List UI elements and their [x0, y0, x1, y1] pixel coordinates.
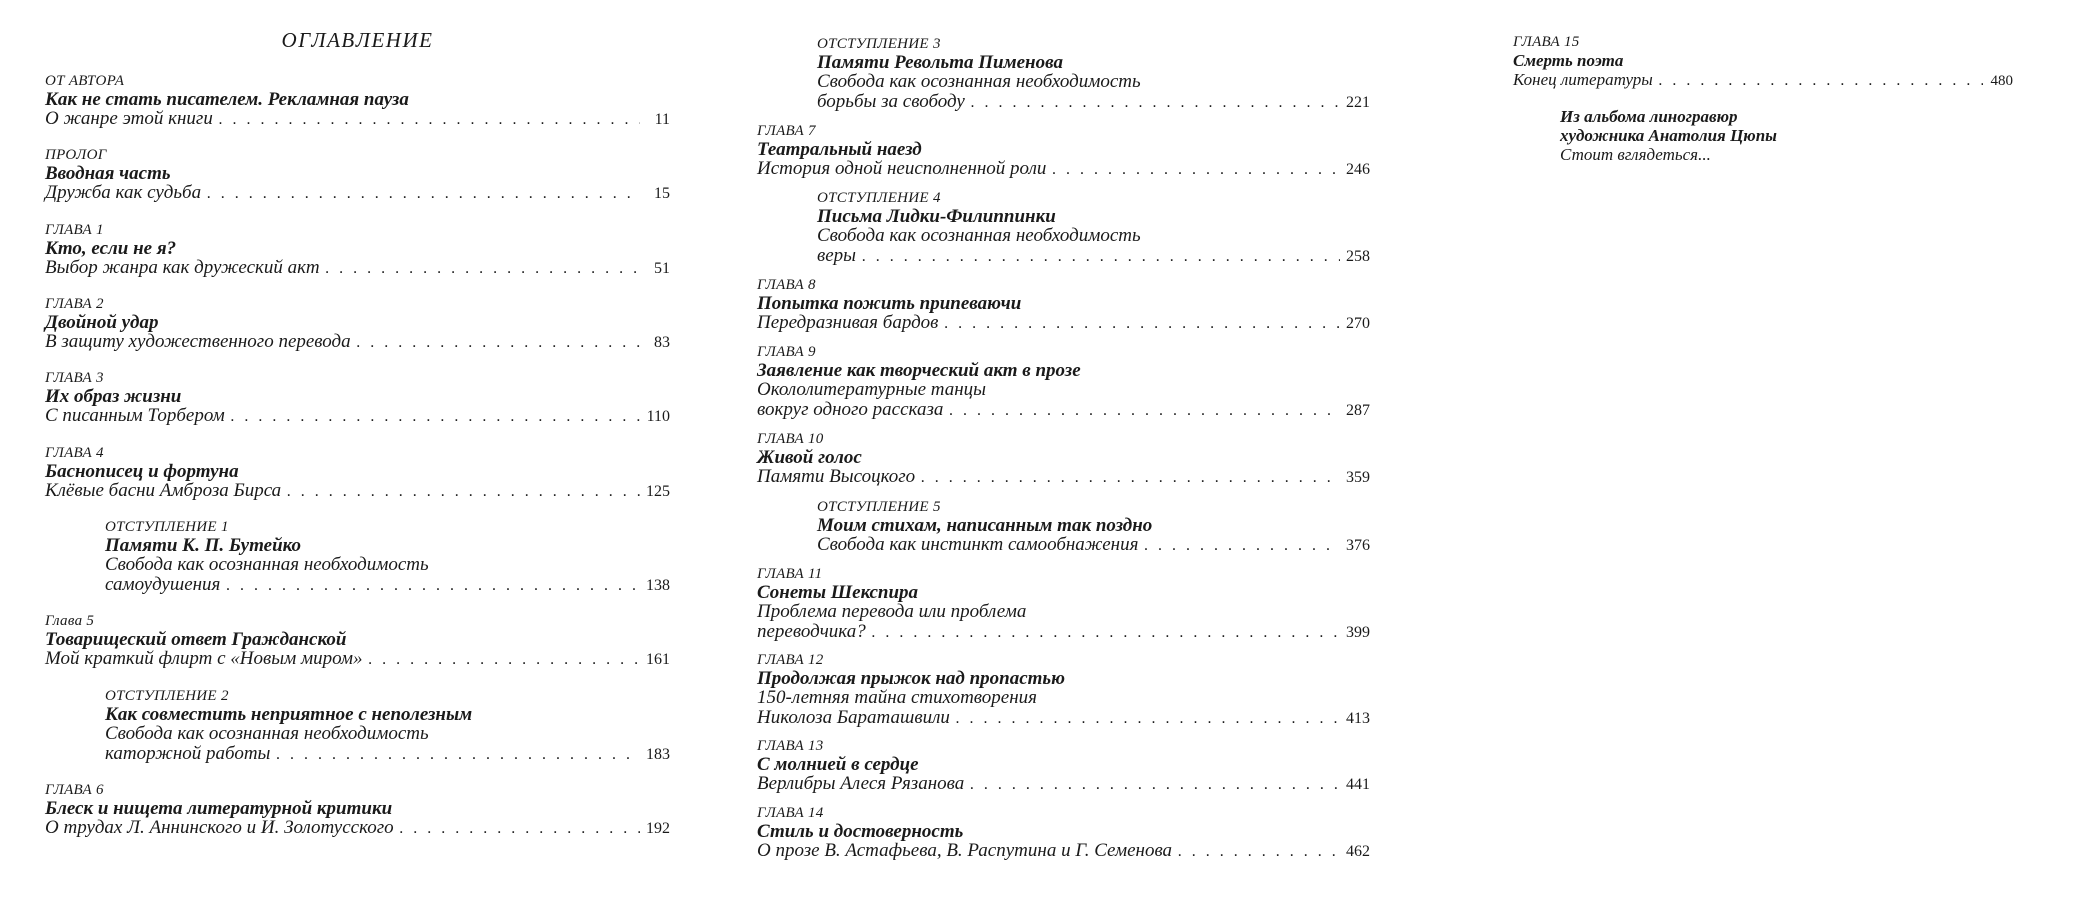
entry-label: ОТСТУПЛЕНИЕ 4	[817, 190, 941, 206]
album-title-line-1: Из альбома линогравюр	[1560, 107, 1738, 126]
entry-title: Письма Лидки-Филиппинки	[817, 206, 1056, 227]
toc-heading: ОГЛАВЛЕНИЕ	[281, 28, 434, 52]
dot-leader	[226, 576, 640, 596]
entry-label: ГЛАВА 3	[45, 370, 104, 386]
entry-subtitle: Свобода как осознанная необходимость	[105, 554, 429, 575]
entry-subtitle-cont: веры	[817, 245, 857, 266]
page-number: 125	[646, 483, 670, 500]
entry-line	[817, 535, 1370, 556]
entry-label: ГЛАВА 14	[757, 805, 824, 821]
entry-line	[757, 708, 1370, 729]
entry-line	[45, 109, 670, 130]
entry-label: ГЛАВА 8	[757, 277, 816, 293]
dot-leader	[949, 401, 1340, 421]
toc-entry-chapter-10[interactable]	[757, 430, 1370, 488]
dot-leader	[287, 482, 640, 502]
entry-line	[817, 246, 1370, 267]
entry-line	[757, 622, 1370, 643]
entry-line	[817, 92, 1370, 113]
entry-line	[757, 467, 1370, 488]
toc-entry-chapter-14[interactable]	[757, 804, 1370, 862]
entry-subtitle: Конец литературы	[1513, 70, 1653, 89]
entry-line	[45, 258, 670, 279]
entry-title: Кто, если не я?	[45, 238, 177, 259]
dot-leader	[326, 259, 640, 279]
entry-label: ГЛАВА 12	[757, 652, 824, 668]
entry-subtitle: Памяти Высоцкого	[757, 466, 916, 487]
toc-entry-chapter-12[interactable]	[757, 651, 1370, 729]
entry-subtitle: Мой краткий флирт с «Новым миром»	[45, 648, 363, 669]
entry-title: С молнией в сердце	[757, 754, 919, 775]
dot-leader	[971, 93, 1340, 113]
entry-subtitle: 150-летняя тайна стихотворения	[757, 687, 1037, 708]
dot-leader	[956, 709, 1340, 729]
dot-leader	[369, 650, 641, 670]
dot-leader	[862, 247, 1340, 267]
entry-title: Памяти К. П. Бутейко	[105, 535, 302, 556]
entry-subtitle: Проблема перевода или проблема	[757, 601, 1027, 622]
entry-label: ГЛАВА 10	[757, 431, 824, 447]
entry-title: Баснописец и фортуна	[45, 461, 239, 482]
entry-label: ГЛАВА 15	[1513, 34, 1580, 50]
entry-line	[757, 313, 1370, 334]
page-number: 161	[646, 651, 670, 668]
entry-label: ОТСТУПЛЕНИЕ 1	[105, 519, 229, 535]
page-number: 258	[1346, 248, 1370, 265]
entry-line	[45, 183, 670, 204]
entry-subtitle: Свобода как осознанная необходимость	[105, 723, 429, 744]
dot-leader	[970, 775, 1340, 795]
page-number: 221	[1346, 94, 1370, 111]
entry-line	[45, 649, 670, 670]
entry-subtitle: Верлибры Алеся Рязанова	[757, 773, 965, 794]
entry-line	[45, 332, 670, 353]
entry-subtitle: Клёвые басни Амброза Бирса	[45, 480, 282, 501]
page-number: 441	[1346, 776, 1370, 793]
entry-line	[757, 841, 1370, 862]
entry-label: ГЛАВА 11	[757, 566, 823, 582]
toc-entry-chapter-8[interactable]	[757, 276, 1370, 334]
entry-title: Попытка пожить припеваючи	[757, 293, 1022, 314]
entry-title: Заявление как творческий акт в прозе	[757, 360, 1081, 381]
entry-label: ГЛАВА 13	[757, 738, 824, 754]
dot-leader	[231, 407, 640, 427]
entry-line	[1513, 70, 2013, 91]
toc-entry-foreword[interactable]	[45, 72, 670, 130]
entry-line	[757, 400, 1370, 421]
entry-label: Глава 5	[45, 613, 95, 629]
entry-title: Живой голос	[757, 447, 862, 468]
page-number: 376	[1346, 537, 1370, 554]
entry-subtitle: С писанным Торбером	[45, 405, 225, 426]
entry-subtitle: В защиту художественного перевода	[45, 331, 351, 352]
page-number: 51	[654, 260, 670, 277]
toc-entry-chapter-3[interactable]	[45, 369, 670, 427]
entry-subtitle-cont: Николоза Бараташвили	[757, 707, 950, 728]
toc-entry-chapter-6[interactable]	[45, 781, 670, 839]
toc-entry-digression-1[interactable]	[105, 518, 670, 596]
entry-title: Как не стать писателем. Рекламная пауза	[45, 89, 409, 110]
entry-subtitle-cont: самоудушения	[105, 574, 221, 595]
page-number: 399	[1346, 624, 1370, 641]
entry-title: Как совместить неприятное с неполезным	[105, 704, 473, 725]
entry-subtitle: О прозе В. Астафьева, В. Распутина и Г. Семенова	[757, 840, 1173, 861]
toc-entry-chapter-5[interactable]	[45, 612, 670, 670]
toc-entry-chapter-7[interactable]	[757, 122, 1370, 180]
entry-subtitle: О жанре этой книги	[45, 108, 213, 129]
entry-subtitle: О трудах Л. Аннинского и И. Золотусского	[45, 817, 394, 838]
page-number: 83	[654, 334, 670, 351]
entry-subtitle: Выбор жанра как дружеский акт	[45, 257, 320, 278]
entry-label: ГЛАВА 2	[45, 296, 104, 312]
entry-subtitle-cont: вокруг одного рассказа	[757, 399, 944, 420]
page-number: 480	[1990, 73, 2013, 89]
entry-title: Театральный наезд	[757, 139, 922, 160]
entry-subtitle: Свобода как осознанная необходимость	[817, 71, 1141, 92]
toc-entry-chapter-4[interactable]	[45, 444, 670, 502]
dot-leader	[944, 314, 1340, 334]
toc-entry-chapter-9[interactable]	[757, 343, 1370, 421]
album-title-line-2: художника Анатолия Цюпы	[1560, 126, 1777, 145]
entry-title: Двойной удар	[45, 312, 159, 333]
toc-entry-digression-3[interactable]	[817, 35, 1370, 113]
entry-title: Блеск и нищета литературной критики	[45, 798, 393, 819]
toc-entry-chapter-13[interactable]	[757, 737, 1370, 795]
page-number: 287	[1346, 402, 1370, 419]
entry-title: Товарищеский ответ Гражданской	[45, 629, 347, 650]
entry-subtitle: История одной неисполненной роли	[757, 158, 1047, 179]
dot-leader	[357, 333, 640, 353]
entry-line	[45, 406, 670, 427]
album-subtitle: Стоит вглядеться...	[1560, 145, 1711, 164]
dot-leader	[400, 819, 640, 839]
dot-leader	[921, 468, 1340, 488]
entry-title: Памяти Револьта Пименова	[817, 52, 1063, 73]
toc-entry-album[interactable]	[1560, 107, 1777, 164]
entry-subtitle-cont: переводчика?	[757, 621, 866, 642]
entry-subtitle: Передразнивая бардов	[757, 312, 939, 333]
dot-leader	[219, 110, 640, 130]
entry-subtitle: Свобода как осознанная необходимость	[817, 225, 1141, 246]
entry-subtitle: Окололитературные танцы	[757, 379, 987, 400]
entry-line	[757, 774, 1370, 795]
dot-leader	[1052, 160, 1340, 180]
entry-subtitle: Дружба как судьба	[45, 182, 202, 203]
entry-label: ОТСТУПЛЕНИЕ 5	[817, 499, 941, 515]
entry-line	[45, 818, 670, 839]
entry-title: Их образ жизни	[45, 386, 182, 407]
toc-entry-digression-2[interactable]	[105, 687, 670, 765]
page-number: 183	[646, 746, 670, 763]
entry-label: ГЛАВА 6	[45, 782, 104, 798]
entry-label: ГЛАВА 7	[757, 123, 816, 139]
entry-title: Смерть поэта	[1513, 51, 1624, 70]
dot-leader	[1178, 842, 1340, 862]
entry-line	[105, 744, 670, 765]
entry-line	[105, 575, 670, 596]
dot-leader	[1659, 71, 1983, 91]
entry-line	[45, 481, 670, 502]
entry-label: ГЛАВА 1	[45, 222, 104, 238]
toc-entry-chapter-11[interactable]	[757, 565, 1370, 643]
entry-title: Сонеты Шекспира	[757, 582, 919, 603]
dot-leader	[207, 184, 640, 204]
entry-label: ОТСТУПЛЕНИЕ 2	[105, 688, 229, 704]
page-number: 462	[1346, 843, 1370, 860]
toc-entry-chapter-2[interactable]	[45, 295, 670, 353]
entry-title: Вводная часть	[45, 163, 171, 184]
dot-leader	[1144, 536, 1340, 556]
page-number: 110	[646, 408, 670, 425]
toc-entry-digression-4[interactable]	[817, 189, 1370, 267]
entry-title: Продолжая прыжок над пропастью	[757, 668, 1065, 689]
entry-title: Стиль и достоверность	[757, 821, 964, 842]
toc-entry-prologue[interactable]	[45, 146, 670, 204]
page-number: 246	[1346, 161, 1370, 178]
entry-subtitle-cont: борьбы за свободу	[817, 91, 965, 112]
dot-leader	[276, 745, 640, 765]
toc-entry-chapter-1[interactable]	[45, 221, 670, 279]
page-number: 192	[646, 820, 670, 837]
entry-label: ОТ АВТОРА	[45, 73, 125, 89]
entry-line	[757, 159, 1370, 180]
page-number: 413	[1346, 710, 1370, 727]
entry-label: ПРОЛОГ	[45, 147, 107, 163]
toc-entry-digression-5[interactable]	[817, 498, 1370, 556]
entry-label: ГЛАВА 4	[45, 445, 104, 461]
entry-label: ГЛАВА 9	[757, 344, 816, 360]
entry-label: ОТСТУПЛЕНИЕ 3	[817, 36, 941, 52]
toc-entry-chapter-15[interactable]	[1513, 33, 2013, 91]
page-number: 359	[1346, 469, 1370, 486]
dot-leader	[872, 623, 1340, 643]
entry-subtitle-cont: каторжной работы	[105, 743, 271, 764]
page-number: 270	[1346, 315, 1370, 332]
page-number: 11	[654, 111, 670, 128]
entry-subtitle: Свобода как инстинкт самообнажения	[817, 534, 1139, 555]
page-number: 138	[646, 577, 670, 594]
entry-title: Моим стихам, написанным так поздно	[817, 515, 1153, 536]
page-number: 15	[654, 185, 670, 202]
